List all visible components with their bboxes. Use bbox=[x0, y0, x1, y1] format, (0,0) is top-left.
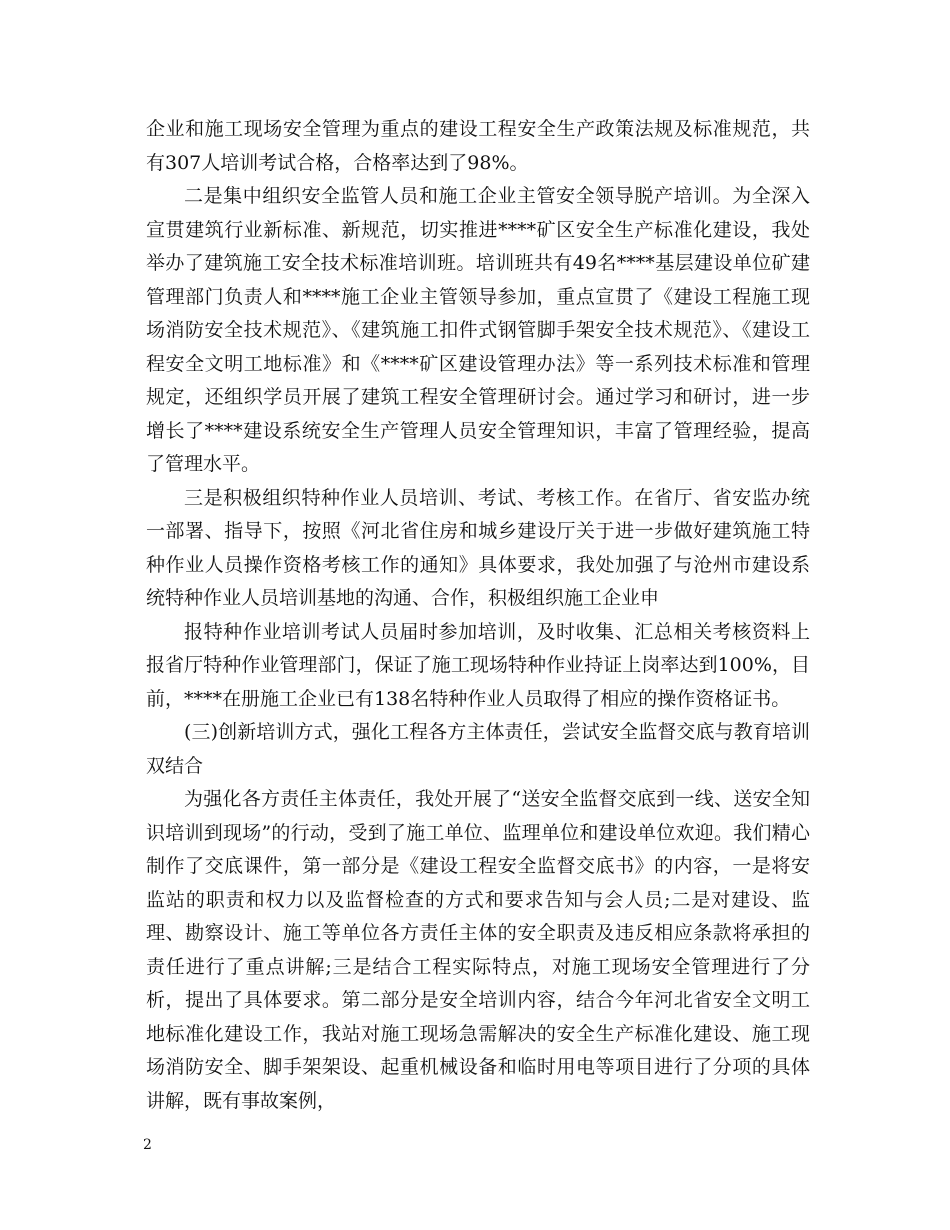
page-number: 2 bbox=[143, 1137, 152, 1153]
body-text bbox=[146, 113, 810, 1118]
paragraph-4: 报特种作业培训考试人员届时参加培训，及时收集、汇总相关考核资料上报省厅特种作业管理部门，保证了施工现场特种作业持证上岗率达到100%，目前，****在册施工企业已有138名特种作业人员取得了相应的操作资格证书。 bbox=[146, 620, 810, 710]
section-heading: (三)创新培训方式，强化工程各方主体责任，尝试安全监督交底与教育培训双结合 bbox=[146, 721, 810, 777]
paragraph-1: 企业和施工现场安全管理为重点的建设工程安全生产政策法规及标准规范，共有307人培训考试合格，合格率达到了98%。 bbox=[146, 118, 810, 174]
paragraph-3: 三是积极组织特种作业人员培训、考试、考核工作。在省厅、省安监办统一部署、指导下，按照《河北省住房和城乡建设厅关于进一步做好建筑施工特种作业人员操作资格考核工作的通知》具体要求，我处加强了与沧州市建设系统特种作业人员培训基地的沟通、合作，积极组织施工企业申 bbox=[146, 486, 810, 609]
paragraph-5: 为强化各方责任主体责任，我处开展了“送安全监督交底到一线、送安全知识培训到现场”的行动，受到了施工单位、监理单位和建设单位欢迎。我们精心制作了交底课件，第一部分是《建设工程安全监督交底书》的内容，一是将安监站的职责和权力以及监督检查的方式和要求告知与会人员;二是对建设、监理、勘察设计、施工等单位各方责任主体的安全职责及违反相应条款将承担的责任进行了重点讲解;三是结合工程实际特点，对施工现场安全管理进行了分析，提出了具体要求。第二部分是安全培训内容，结合今年河北省安全文明工地标准化建设工作，我站对施工现场急需解决的安全生产标准化建设、施工现场消防安全、脚手架架设、起重机械设备和临时用电等项目进行了分项的具体讲解，既有事故案例， bbox=[146, 788, 810, 1112]
paragraph-2: 二是集中组织安全监管人员和施工企业主管安全领导脱产培训。为全深入宣贯建筑行业新标准、新规范，切实推进****矿区安全生产标准化建设，我处举办了建筑施工安全技术标准培训班。培训班共有49名****基层建设单位矿建管理部门负责人和****施工企业主管领导参加，重点宣贯了《建设工程施工现场消防安全技术规范》、《建筑施工扣件式钢管脚手架安全技术规范》、《建设工程安全文明工地标准》和《****矿区建设管理办法》等一系列技术标准和管理规定，还组织学员开展了建筑工程安全管理研讨会。通过学习和研讨，进一步增长了****建设系统安全生产管理人员安全管理知识，丰富了管理经验，提高了管理水平。 bbox=[146, 185, 810, 475]
